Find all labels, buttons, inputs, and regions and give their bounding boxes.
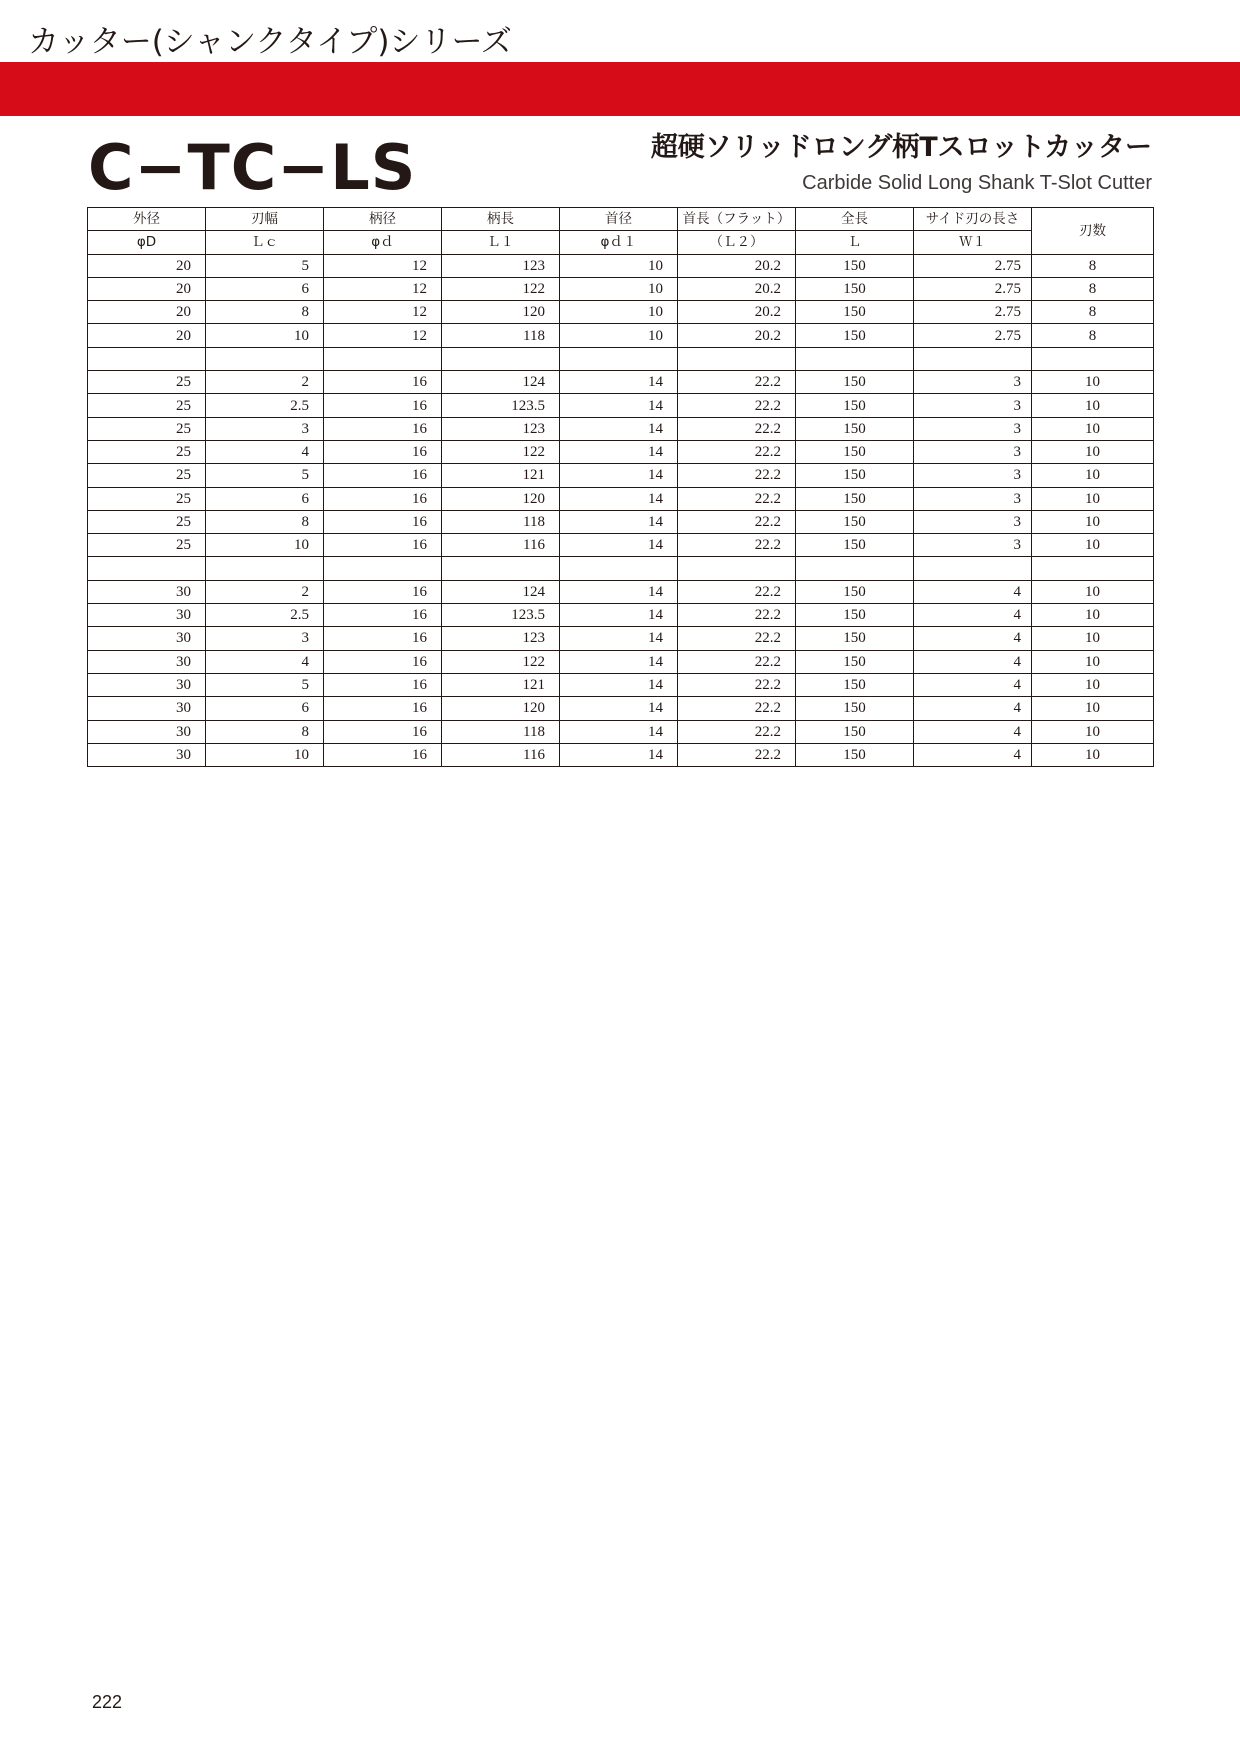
table-cell: 16 [324, 534, 442, 557]
table-cell: 122 [442, 650, 560, 673]
table-row [88, 627, 1154, 650]
table-cell: 16 [324, 720, 442, 743]
table-row [88, 324, 1154, 347]
column-symbol: Ｌｃ [206, 231, 324, 254]
table-cell: 22.2 [678, 394, 796, 417]
table-cell: 10 [1032, 440, 1154, 463]
table-row [88, 604, 1154, 627]
table-cell [1032, 347, 1154, 370]
table-cell [324, 347, 442, 370]
table-cell: 20 [88, 254, 206, 277]
table-cell: 150 [796, 394, 914, 417]
table-row [88, 417, 1154, 440]
column-symbol: Ｌ [796, 231, 914, 254]
table-cell: 10 [1032, 417, 1154, 440]
table-cell: 25 [88, 464, 206, 487]
column-symbol: Ｌ１ [442, 231, 560, 254]
table-cell: 14 [560, 534, 678, 557]
column-header: 首径 [560, 208, 678, 231]
table-cell: 25 [88, 417, 206, 440]
table-cell: 150 [796, 440, 914, 463]
table-cell: 10 [560, 301, 678, 324]
table-cell: 8 [206, 301, 324, 324]
table-cell: 4 [914, 743, 1032, 766]
table-cell: 10 [1032, 394, 1154, 417]
table-cell: 22.2 [678, 580, 796, 603]
table-cell: 150 [796, 534, 914, 557]
table-cell: 12 [324, 254, 442, 277]
table-cell: 122 [442, 440, 560, 463]
table-cell: 10 [1032, 487, 1154, 510]
table-cell: 30 [88, 720, 206, 743]
table-cell: 10 [206, 534, 324, 557]
column-symbol: φD [88, 231, 206, 254]
table-cell: 4 [914, 627, 1032, 650]
table-cell: 2.75 [914, 277, 1032, 300]
table-cell: 10 [1032, 743, 1154, 766]
table-cell: 116 [442, 534, 560, 557]
table-row [88, 440, 1154, 463]
table-cell: 22.2 [678, 720, 796, 743]
table-cell: 30 [88, 650, 206, 673]
column-header: サイド刃の長さ [914, 208, 1032, 231]
table-cell [796, 347, 914, 370]
table-cell: 120 [442, 487, 560, 510]
table-cell: 12 [324, 301, 442, 324]
table-cell: 16 [324, 743, 442, 766]
table-cell [442, 347, 560, 370]
table-cell: 150 [796, 301, 914, 324]
table-cell: 10 [1032, 604, 1154, 627]
table-cell: 20 [88, 301, 206, 324]
table-cell: 10 [560, 277, 678, 300]
table-row [88, 510, 1154, 533]
table-cell: 22.2 [678, 417, 796, 440]
table-cell: 2.5 [206, 394, 324, 417]
table-cell: 3 [206, 417, 324, 440]
table-cell: 123 [442, 254, 560, 277]
spec-table [87, 207, 1154, 767]
table-row [88, 534, 1154, 557]
table-cell: 150 [796, 417, 914, 440]
table-cell: 3 [206, 627, 324, 650]
table-cell: 6 [206, 697, 324, 720]
table-cell: 150 [796, 277, 914, 300]
table-cell: 3 [914, 371, 1032, 394]
table-cell: 10 [1032, 697, 1154, 720]
column-symbol: φｄ [324, 231, 442, 254]
table-cell: 14 [560, 743, 678, 766]
table-cell: 22.2 [678, 534, 796, 557]
table-cell: 150 [796, 673, 914, 696]
table-cell: 22.2 [678, 440, 796, 463]
table-cell: 4 [206, 650, 324, 673]
table-row [88, 464, 1154, 487]
table-cell [560, 557, 678, 580]
table-cell: 124 [442, 580, 560, 603]
table-cell: 16 [324, 394, 442, 417]
table-cell: 10 [1032, 534, 1154, 557]
table-cell: 10 [560, 324, 678, 347]
table-cell [560, 347, 678, 370]
table-cell: 25 [88, 534, 206, 557]
column-header: 柄長 [442, 208, 560, 231]
table-cell: 4 [206, 440, 324, 463]
table-cell: 14 [560, 487, 678, 510]
table-cell: 12 [324, 324, 442, 347]
table-row [88, 301, 1154, 324]
table-cell: 123.5 [442, 604, 560, 627]
table-row [88, 673, 1154, 696]
table-cell: 20.2 [678, 324, 796, 347]
table-cell: 22.2 [678, 604, 796, 627]
table-cell: 25 [88, 371, 206, 394]
table-cell: 3 [914, 394, 1032, 417]
table-cell: 16 [324, 417, 442, 440]
table-cell: 2.5 [206, 604, 324, 627]
table-cell [88, 557, 206, 580]
header-band [0, 62, 1240, 116]
table-cell: 4 [914, 604, 1032, 627]
table-cell: 8 [1032, 277, 1154, 300]
table-cell: 121 [442, 464, 560, 487]
table-cell: 10 [1032, 650, 1154, 673]
table-cell: 14 [560, 627, 678, 650]
table-cell: 150 [796, 650, 914, 673]
table-cell: 14 [560, 673, 678, 696]
column-header: 全長 [796, 208, 914, 231]
spec-table-body [88, 254, 1154, 767]
table-cell: 2 [206, 371, 324, 394]
table-cell: 5 [206, 254, 324, 277]
table-cell [1032, 557, 1154, 580]
table-cell: 6 [206, 277, 324, 300]
table-cell: 12 [324, 277, 442, 300]
table-cell: 123 [442, 627, 560, 650]
table-cell: 14 [560, 697, 678, 720]
column-symbol: （Ｌ２） [678, 231, 796, 254]
table-row [88, 720, 1154, 743]
table-cell: 150 [796, 743, 914, 766]
table-cell: 30 [88, 580, 206, 603]
table-cell: 16 [324, 371, 442, 394]
table-cell: 4 [914, 720, 1032, 743]
table-cell: 14 [560, 464, 678, 487]
column-header: 刃幅 [206, 208, 324, 231]
column-header: 首長（フラット） [678, 208, 796, 231]
table-cell: 2.75 [914, 254, 1032, 277]
table-row [88, 254, 1154, 277]
table-cell: 16 [324, 627, 442, 650]
table-row [88, 697, 1154, 720]
table-cell: 14 [560, 580, 678, 603]
table-cell: 150 [796, 510, 914, 533]
table-cell: 22.2 [678, 673, 796, 696]
table-cell: 14 [560, 510, 678, 533]
table-cell: 3 [914, 464, 1032, 487]
table-cell: 118 [442, 720, 560, 743]
table-cell: 30 [88, 627, 206, 650]
table-cell: 150 [796, 697, 914, 720]
table-cell: 3 [914, 417, 1032, 440]
table-cell: 20 [88, 324, 206, 347]
table-cell: 20 [88, 277, 206, 300]
table-cell: 150 [796, 487, 914, 510]
table-cell: 30 [88, 673, 206, 696]
table-cell: 118 [442, 510, 560, 533]
column-symbol: φｄ１ [560, 231, 678, 254]
table-cell: 150 [796, 371, 914, 394]
table-row [88, 487, 1154, 510]
table-cell: 16 [324, 673, 442, 696]
table-cell: 10 [1032, 371, 1154, 394]
table-cell: 8 [1032, 254, 1154, 277]
table-cell [914, 347, 1032, 370]
table-cell: 16 [324, 580, 442, 603]
table-cell: 150 [796, 324, 914, 347]
product-name-jp: 超硬ソリッドロング柄Tスロットカッター [650, 132, 1152, 163]
table-cell: 16 [324, 440, 442, 463]
table-cell: 25 [88, 440, 206, 463]
table-cell: 10 [1032, 580, 1154, 603]
table-cell [442, 557, 560, 580]
table-cell: 30 [88, 697, 206, 720]
table-cell [796, 557, 914, 580]
table-cell: 10 [1032, 464, 1154, 487]
table-row [88, 394, 1154, 417]
table-cell [88, 347, 206, 370]
table-cell: 14 [560, 417, 678, 440]
table-cell: 22.2 [678, 650, 796, 673]
table-cell: 123.5 [442, 394, 560, 417]
table-cell: 25 [88, 394, 206, 417]
table-cell: 6 [206, 487, 324, 510]
header-row-symbol [88, 231, 1154, 254]
table-cell: 8 [206, 510, 324, 533]
table-cell: 4 [914, 580, 1032, 603]
table-cell: 150 [796, 464, 914, 487]
table-cell: 14 [560, 720, 678, 743]
table-cell: 10 [1032, 673, 1154, 696]
table-cell: 22.2 [678, 697, 796, 720]
table-cell: 30 [88, 604, 206, 627]
table-cell: 5 [206, 464, 324, 487]
table-cell: 10 [560, 254, 678, 277]
table-cell: 116 [442, 743, 560, 766]
table-cell: 2.75 [914, 324, 1032, 347]
table-cell: 14 [560, 650, 678, 673]
table-cell: 25 [88, 487, 206, 510]
table-cell: 16 [324, 650, 442, 673]
table-cell: 8 [206, 720, 324, 743]
table-cell: 3 [914, 440, 1032, 463]
table-cell: 20.2 [678, 301, 796, 324]
column-header: 柄径 [324, 208, 442, 231]
table-cell: 150 [796, 254, 914, 277]
table-cell: 120 [442, 697, 560, 720]
table-cell: 22.2 [678, 487, 796, 510]
table-cell: 14 [560, 371, 678, 394]
table-cell: 16 [324, 604, 442, 627]
table-cell [678, 557, 796, 580]
table-cell: 22.2 [678, 510, 796, 533]
table-cell: 5 [206, 673, 324, 696]
table-cell: 20.2 [678, 277, 796, 300]
table-cell: 22.2 [678, 627, 796, 650]
table-row [88, 347, 1154, 370]
table-cell: 10 [1032, 627, 1154, 650]
table-cell: 3 [914, 510, 1032, 533]
table-cell: 122 [442, 277, 560, 300]
table-cell: 22.2 [678, 743, 796, 766]
table-cell: 118 [442, 324, 560, 347]
table-cell: 8 [1032, 301, 1154, 324]
table-cell: 14 [560, 394, 678, 417]
table-cell: 4 [914, 650, 1032, 673]
table-cell: 150 [796, 580, 914, 603]
page-number: 222 [92, 1692, 123, 1712]
table-cell: 25 [88, 510, 206, 533]
table-cell: 10 [206, 324, 324, 347]
table-cell: 16 [324, 487, 442, 510]
table-cell: 22.2 [678, 464, 796, 487]
table-cell: 2 [206, 580, 324, 603]
table-cell: 14 [560, 440, 678, 463]
model-code: C−TC−LS [88, 131, 417, 204]
table-cell: 30 [88, 743, 206, 766]
table-cell: 22.2 [678, 371, 796, 394]
product-name-en: Carbide Solid Long Shank T-Slot Cutter [802, 172, 1152, 194]
table-row [88, 557, 1154, 580]
table-cell: 16 [324, 464, 442, 487]
table-cell: 120 [442, 301, 560, 324]
table-cell: 150 [796, 604, 914, 627]
table-cell [324, 557, 442, 580]
table-cell: 10 [206, 743, 324, 766]
table-cell: 121 [442, 673, 560, 696]
table-cell: 2.75 [914, 301, 1032, 324]
table-cell: 150 [796, 720, 914, 743]
table-cell: 123 [442, 417, 560, 440]
table-row [88, 371, 1154, 394]
table-row [88, 743, 1154, 766]
table-cell: 14 [560, 604, 678, 627]
table-cell: 3 [914, 487, 1032, 510]
column-symbol: Ｗ１ [914, 231, 1032, 254]
table-row [88, 650, 1154, 673]
table-cell: 150 [796, 627, 914, 650]
table-cell: 10 [1032, 510, 1154, 533]
table-cell [914, 557, 1032, 580]
table-row [88, 580, 1154, 603]
table-cell: 20.2 [678, 254, 796, 277]
table-cell: 10 [1032, 720, 1154, 743]
table-cell: 3 [914, 534, 1032, 557]
table-cell: 124 [442, 371, 560, 394]
table-cell: 8 [1032, 324, 1154, 347]
table-cell: 16 [324, 697, 442, 720]
column-header: 刃数 [1032, 208, 1154, 255]
table-cell: 4 [914, 697, 1032, 720]
table-row [88, 277, 1154, 300]
table-cell [206, 347, 324, 370]
header-row-jp [88, 208, 1154, 231]
column-header: 外径 [88, 208, 206, 231]
table-cell [206, 557, 324, 580]
table-cell [678, 347, 796, 370]
table-cell: 4 [914, 673, 1032, 696]
series-title: カッター(シャンクタイプ)シリーズ [28, 24, 512, 60]
table-cell: 16 [324, 510, 442, 533]
